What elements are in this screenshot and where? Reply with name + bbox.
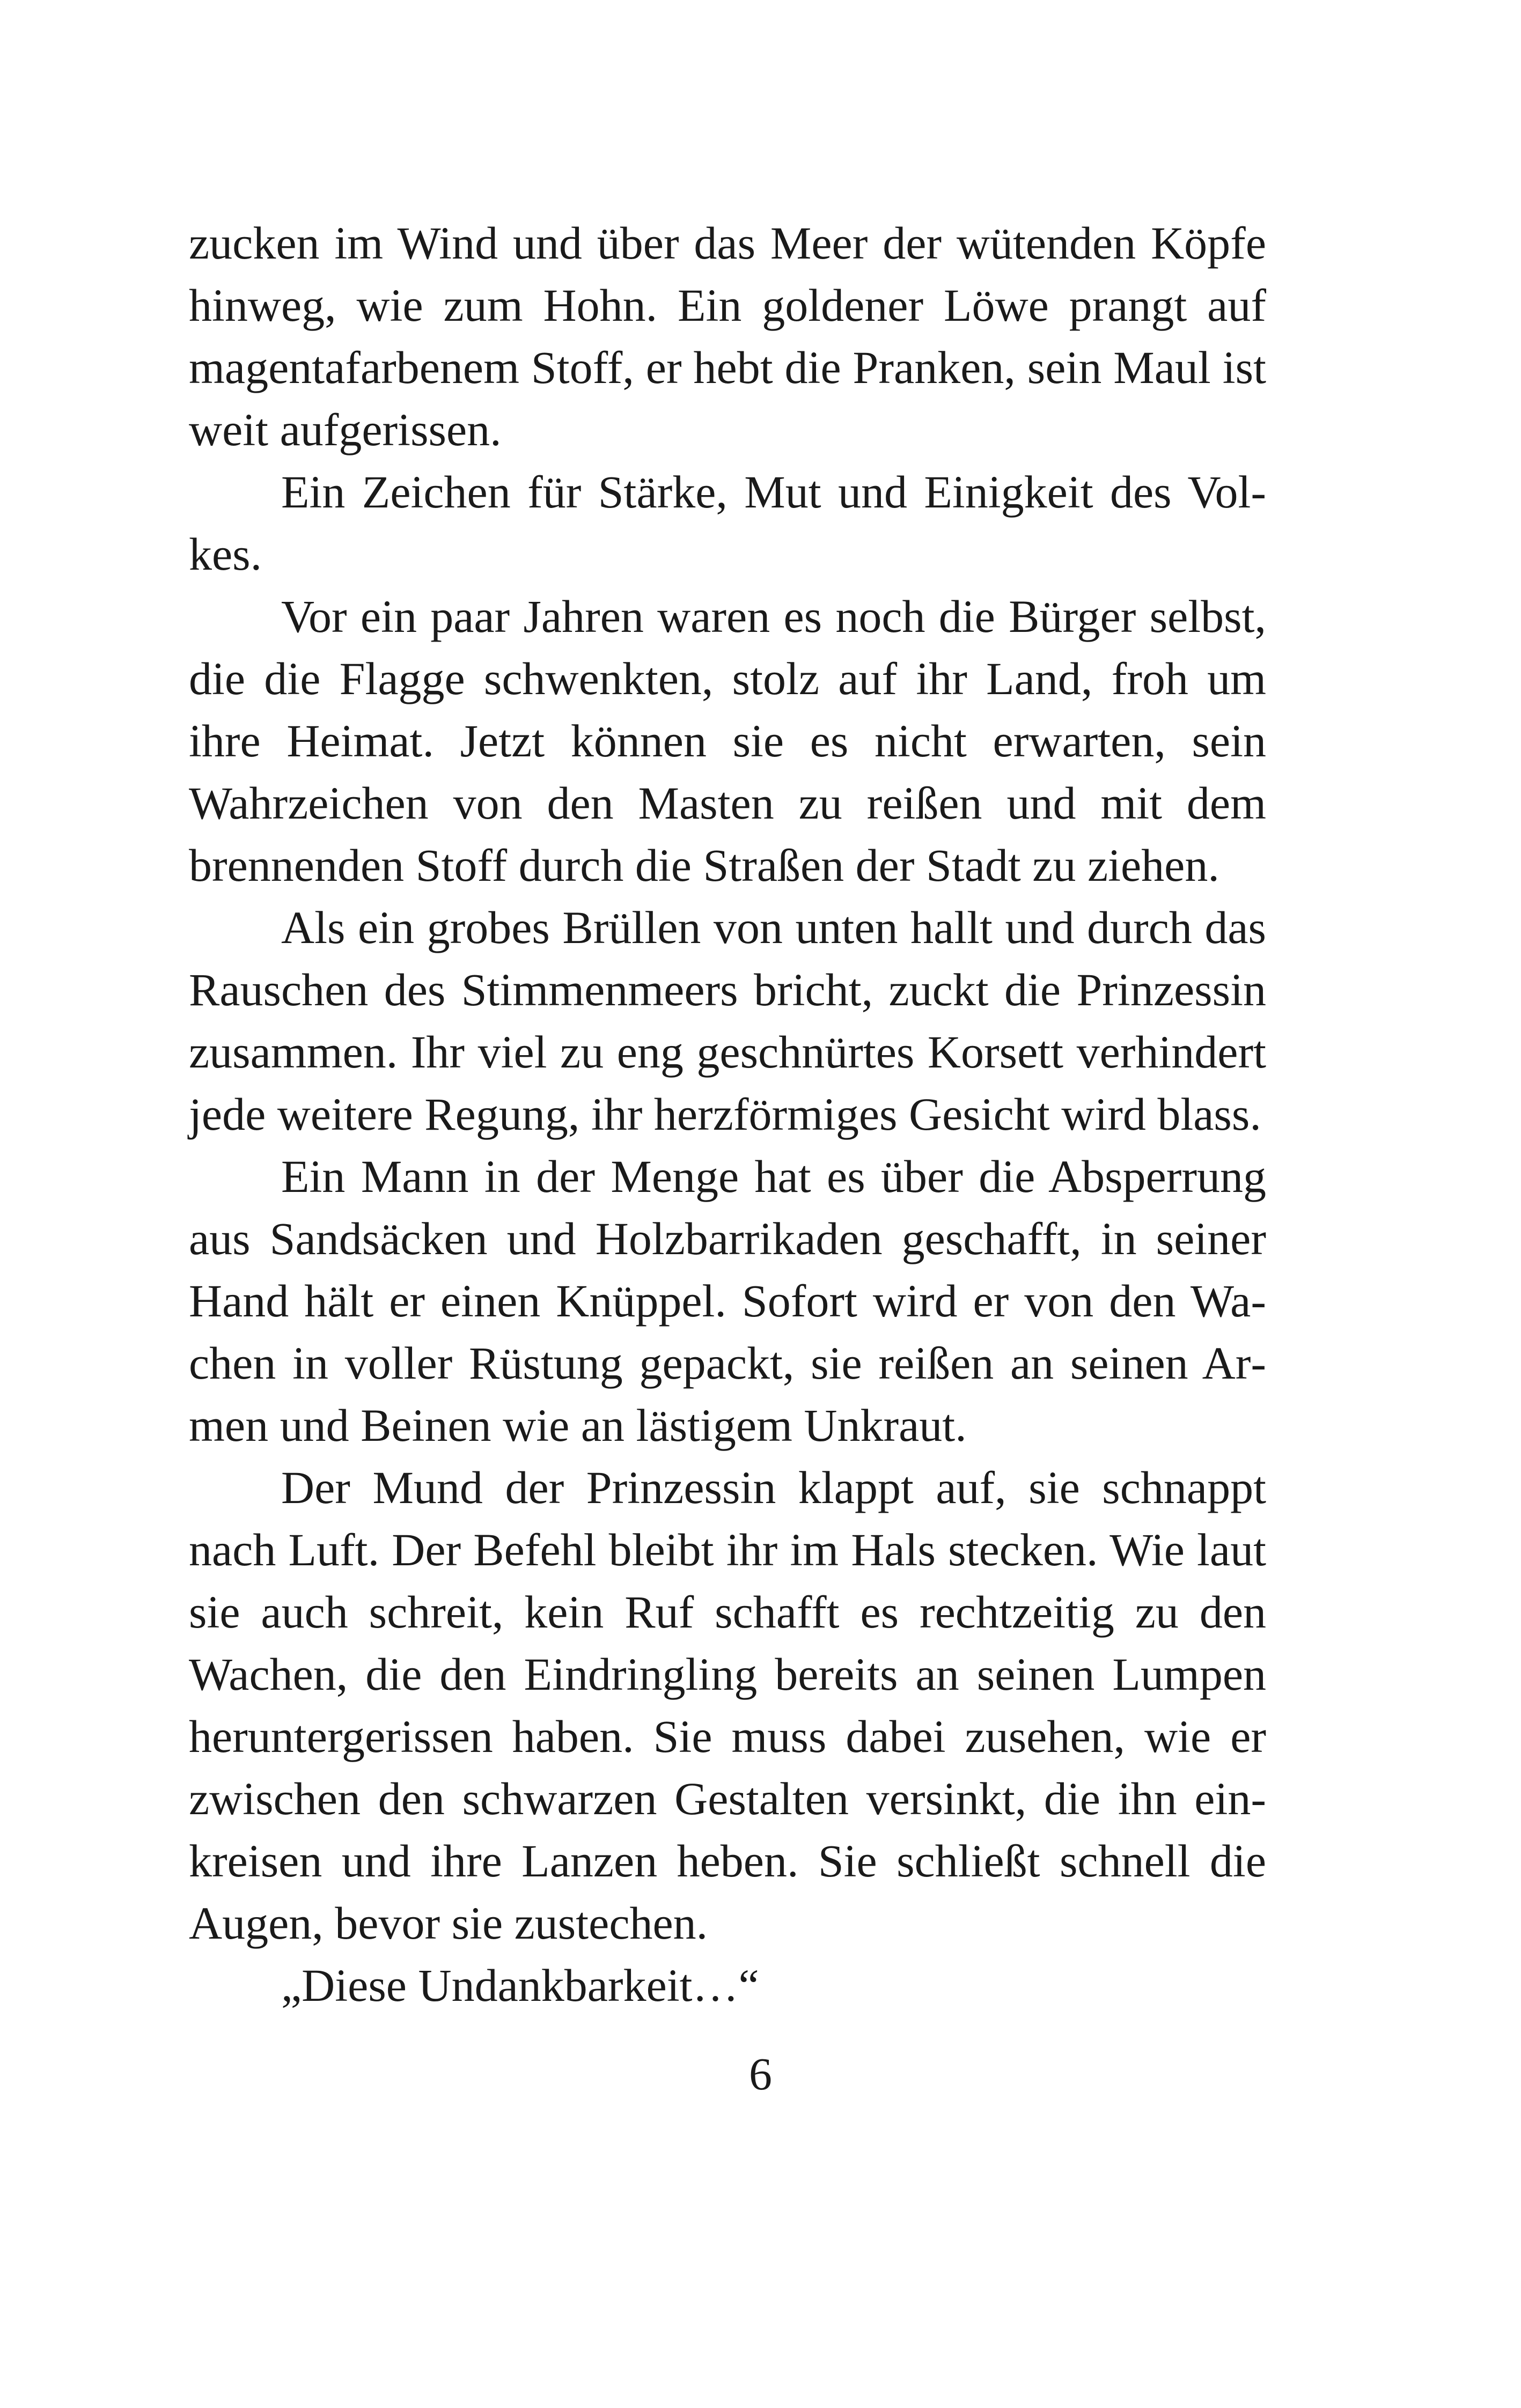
body-text	[189, 212, 1266, 2016]
page-number: 6	[749, 2048, 772, 2100]
paragraph-6: Der Mund der Prinzessin klappt auf, sie schnappt nach Luft. Der Befehl bleibt ihr im Hals stecken. Wie laut sie auch schreit, kein Ruf schafft es rechtzeitig zu den Wachen, die den Eindringling bereits an seinen Lumpen heruntergerissen haben. Sie muss dabei zusehen, wie er zwischen den schwarzen Gestalten versinkt, die ihn einkreisen und ihre Lanzen heben. Sie schließt schnell die Augen, bevor sie zustechen.	[189, 1462, 1266, 1949]
paragraph-4: Als ein grobes Brüllen von unten hallt und durch das Rauschen des Stimmenmeers bricht, zuckt die Prinzessin zusammen. Ihr viel zu eng geschnürtes Korsett verhindert jede weitere Regung, ihr herzförmiges Gesicht wird blass.	[189, 902, 1266, 1140]
paragraph-3: Vor ein paar Jahren waren es noch die Bürger selbst, die die Flagge schwenkten, stolz auf ihr Land, froh um ihre Heimat. Jetzt können sie es nicht erwarten, sein Wahrzeichen von den Masten zu reißen und mit dem brennenden Stoff durch die Straßen der Stadt zu ziehen.	[189, 591, 1266, 891]
paragraph-5: Ein Mann in der Menge hat es über die Absperrung aus Sandsäcken und Holzbarrikaden geschafft, in seiner Hand hält er einen Knüppel. Sofort wird er von den Wachen in voller Rüstung gepackt, sie reißen an seinen Armen und Beinen wie an lästigem Unkraut.	[189, 1151, 1266, 1451]
paragraph-2: Ein Zeichen für Stärke, Mut und Einigkeit des Volkes.	[189, 466, 1266, 580]
paragraph-1: zucken im Wind und über das Meer der wütenden Köpfe hinweg, wie zum Hohn. Ein goldener Löwe prangt auf magentafarbenem Stoff, er hebt die Pranken, sein Maul ist weit aufgerissen.	[189, 217, 1266, 455]
paragraph-7: „Diese Undankbarkeit…“	[281, 1960, 759, 2011]
